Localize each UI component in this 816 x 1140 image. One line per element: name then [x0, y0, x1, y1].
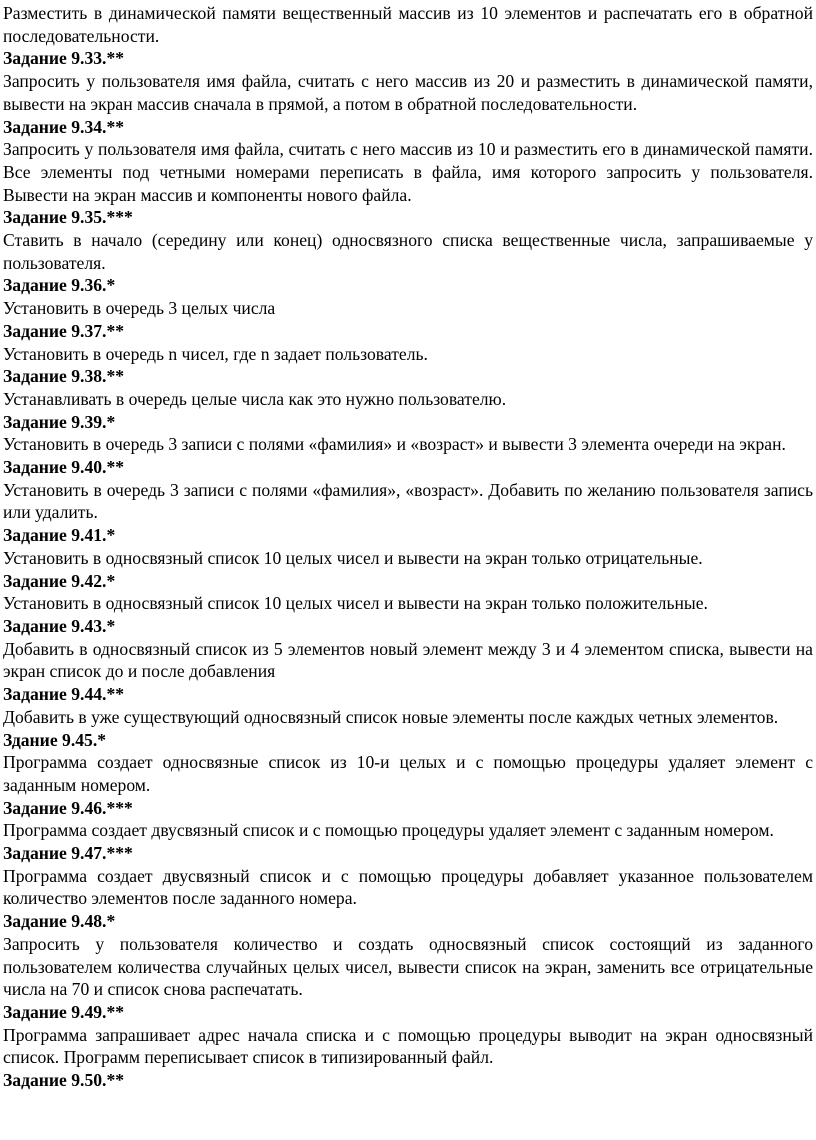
task-heading: Задание 9.37.** [3, 320, 125, 341]
task-text: Запросить у пользователя количество и создать односвязный список состоящий из заданного пользователем количества случайных целых чисел, вывести список на экран, заменить все отрицательные числа на 70 и список снова распечатать. [3, 933, 813, 1000]
task-text: Программа запрашивает адрес начала списка и с помощью процедуры выводит на экран односвязный список. Программ переписывает список в типизированный файл. [3, 1024, 813, 1068]
task-heading: Задание 9.34.** [3, 116, 125, 137]
task-text: Установить в очередь 3 записи с полями «фамилия» и «возраст» и вывести 3 элемента очереди на экран. [3, 434, 786, 455]
task-heading: Задание 9.47.*** [3, 843, 133, 864]
task-heading: Задание 9.44.** [3, 684, 125, 705]
task-heading: Задание 9.48.* [3, 911, 116, 932]
task-text: Установить в односвязный список 10 целых чисел и вывести на экран только положительные. [3, 593, 708, 614]
task-text: Добавить в односвязный список из 5 элементов новый элемент между 3 и 4 элементом списка, вывести на экран список до и после добавления [3, 638, 813, 682]
task-heading: Задание 9.39.* [3, 411, 116, 432]
task-heading: Задание 9.43.* [3, 615, 116, 636]
task-heading: Здание 9.45.* [3, 729, 107, 750]
task-heading: Задание 9.33.** [3, 48, 125, 69]
task-heading: Задание 9.36.* [3, 275, 116, 296]
task-heading: Задание 9.50.** [3, 1070, 125, 1091]
task-heading: Задание 9.38.** [3, 366, 125, 387]
task-heading: Задание 9.40.** [3, 457, 125, 478]
task-heading: Задание 9.35.*** [3, 207, 133, 228]
task-text: Устанавливать в очередь целые числа как это нужно пользователю. [3, 388, 507, 409]
task-text: Установить в очередь 3 целых числа [3, 298, 276, 319]
task-text: Запросить у пользователя имя файла, считать с него массив из 20 и разместить в динамической памяти, вывести на экран массив сначала в прямой, а потом в обратной последовательности. [3, 71, 813, 114]
task-text: Запросить у пользователя имя файла, считать с него массив из 10 и разместить его в динамической памяти. Все элементы под четными номерами переписать в файла, имя которого запросить у пользователя. Вывести на экран массив и компоненты нового файла. [3, 139, 813, 205]
task-heading: Задание 9.46.*** [3, 797, 133, 818]
task-text: Программа создает двусвязный список и с помощью процедуры удаляет элемент с заданным номером. [3, 820, 774, 841]
task-heading: Задание 9.41.* [3, 525, 116, 546]
task-text: Программа создает двусвязный список и с помощью процедуры добавляет указанное пользователем количество элементов после заданного номера. [3, 865, 813, 909]
task-text: Установить в очередь 3 записи с полями «фамилия», «возраст». Добавить по желанию пользователя запись или удалить. [3, 479, 813, 523]
task-text: Программа создает односвязные список из 10-и целых и с помощью процедуры удаляет элемент с заданным номером. [3, 752, 813, 795]
task-text: Добавить в уже существующий односвязный список новые элементы после каждых четных элементов. [3, 706, 779, 727]
task-text: Установить в односвязный список 10 целых чисел и вывести на экран только отрицательные. [3, 547, 703, 568]
task-heading: Задание 9.49.** [3, 1001, 125, 1022]
task-text: Ставить в начало (середину или конец) односвязного списка вещественные числа, запрашиваемые у пользователя. [3, 230, 813, 273]
task-heading: Задание 9.42.* [3, 570, 116, 591]
task-text: Установить в очередь n чисел, где n задает пользователь. [3, 343, 428, 364]
intro-paragraph: Разместить в динамической памяти вещественный массив из 10 элементов и распечатать его в обратной последовательности. [3, 3, 813, 46]
